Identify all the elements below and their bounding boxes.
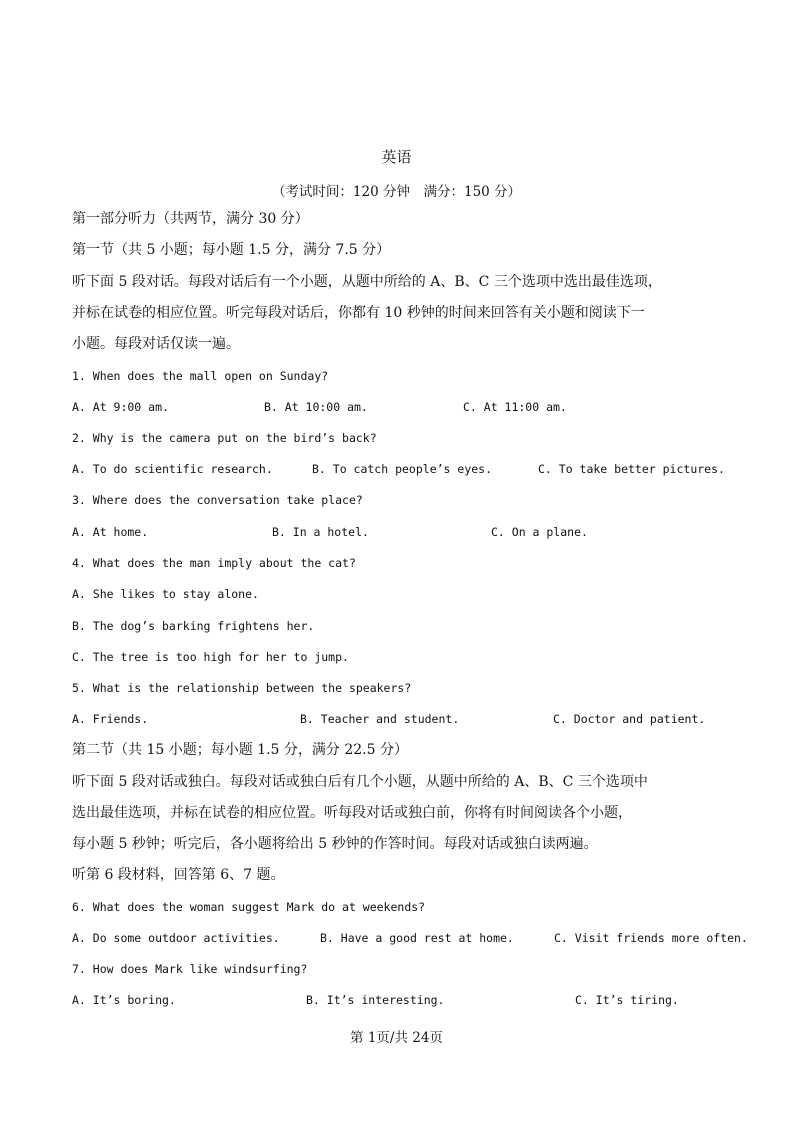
section1-instruction-line: 听下面 5 段对话。每段对话后有一个小题，从题中所给的 A、B、C 三个选项中选出最佳选项， [72,274,662,290]
option-c: C. The tree is too high for her to jump. [72,650,349,664]
page-title: 英语 [381,148,412,166]
section2-instruction-line: 选出最佳选项，并标在试卷的相应位置。听每段对话或独白前，你将有时间阅读各个小题， [72,805,632,821]
question-4: 4. What does the man imply about the cat? [72,556,356,570]
option-c: C. On a plane. [491,525,588,539]
option-b: B. The dog’s barking frightens her. [72,619,315,633]
part1-heading: 第一部分听力（共两节，满分 30 分） [72,211,309,227]
option-b: B. In a hotel. [272,525,369,539]
question-1: 1. When does the mall open on Sunday? [72,369,329,383]
option-c: C. At 11:00 am. [463,400,567,414]
section2-heading: 第二节（共 15 小题；每小题 1.5 分，满分 22.5 分） [72,742,408,758]
option-b: B. Teacher and student. [300,712,460,726]
section1-heading: 第一节（共 5 小题；每小题 1.5 分，满分 7.5 分） [72,242,391,258]
option-a: A. It’s boring. [72,993,176,1007]
section2-instruction-line: 每小题 5 秒钟；听完后，各小题将给出 5 秒钟的作答时间。每段对话或独白读两遍。 [72,836,598,852]
option-a: A. She likes to stay alone. [72,587,259,601]
option-c: C. Doctor and patient. [553,712,706,726]
option-c: C. Visit friends more often. [554,931,748,945]
question-2: 2. Why is the camera put on the bird’s back? [72,431,377,445]
question-6: 6. What does the woman suggest Mark do at weekends? [72,900,426,914]
option-a: A. Friends. [72,712,149,726]
option-a: A. To do scientific research. [72,462,273,476]
option-b: B. It’s interesting. [306,993,445,1007]
section2-instruction-line: 听下面 5 段对话或独白。每段对话或独白后有几个小题，从题中所给的 A、B、C 三个选项中 [72,774,648,790]
material-heading: 听第 6 段材料，回答第 6、7 题。 [72,867,285,883]
section1-instruction-line: 小题。每段对话仅读一遍。 [72,336,240,352]
section1-instruction-line: 并标在试卷的相应位置。听完每段对话后，你都有 10 秒钟的时间来回答有关小题和阅读下一 [72,305,645,321]
page-number: 第 1页/共 24页 [350,1030,443,1046]
option-b: B. At 10:00 am. [264,400,368,414]
question-3: 3. Where does the conversation take place? [72,493,363,507]
question-7: 7. How does Mark like windsurfing? [72,962,308,976]
option-a: A. At 9:00 am. [72,400,169,414]
question-5: 5. What is the relationship between the speakers? [72,681,412,695]
option-a: A. At home. [72,525,149,539]
option-b: B. Have a good rest at home. [320,931,514,945]
option-a: A. Do some outdoor activities. [72,931,280,945]
option-b: B. To catch people’s eyes. [312,462,493,476]
exam-info: （考试时间：120 分钟 满分：150 分） [271,184,522,200]
option-c: C. To take better pictures. [538,462,725,476]
option-c: C. It’s tiring. [575,993,679,1007]
